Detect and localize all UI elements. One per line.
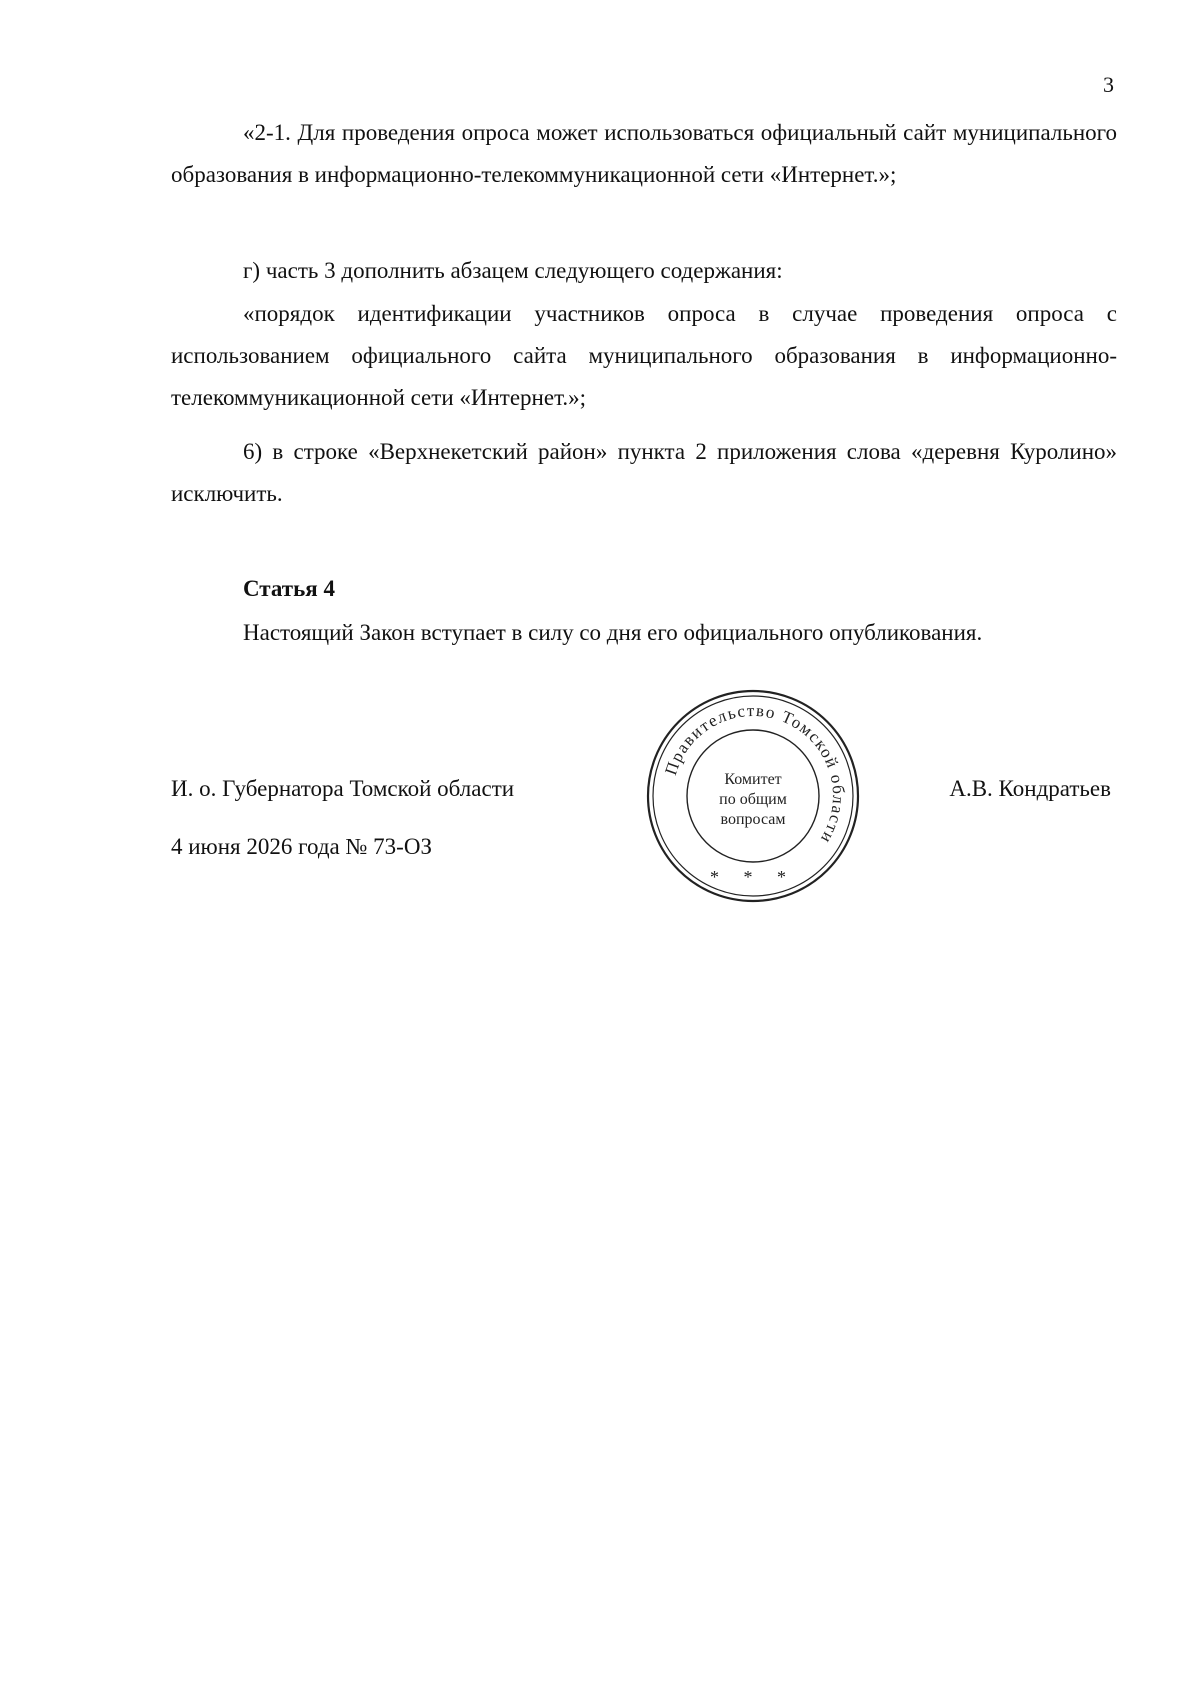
article-text: Настоящий Закон вступает в силу со дня его официального опубликования. <box>243 620 983 645</box>
seal-center-line-2: по общим <box>719 791 787 808</box>
paragraph-amendment-2-1: «2-1. Для проведения опроса может использоваться официальный сайт муниципального образования в информационно-телекоммуникационной сети «Интернет.»; <box>171 120 1117 187</box>
paragraph-item-6: 6) в строке «Верхнекетский район» пункта 2 приложения слова «деревня Куролино» исключить. <box>171 439 1117 506</box>
law-date-number: 4 июня 2026 года № 73-ОЗ <box>171 834 432 859</box>
official-seal <box>644 687 862 905</box>
signatory-position: И. о. Губернатора Томской области <box>171 776 515 801</box>
signatory-name: А.В. Кондратьев <box>949 776 1111 801</box>
seal-center-line-3: вопросам <box>720 811 786 828</box>
seal-center-line-1: Комитет <box>724 771 782 788</box>
article-title: Статья 4 <box>243 576 335 601</box>
seal-ring-text: Правительство Томской области <box>661 700 849 848</box>
paragraph-item-g: г) часть 3 дополнить абзацем следующего содержания: <box>243 258 783 283</box>
page-number: 3 <box>1103 72 1114 97</box>
seal-graphic <box>644 687 862 905</box>
seal-stars: * * * <box>710 867 796 887</box>
paragraph-identification-order: «порядок идентификации участников опроса в случае проведения опроса с использованием официального сайта муниципального образования в информационно-телекоммуникационной сети «Интернет.»; <box>171 301 1117 410</box>
